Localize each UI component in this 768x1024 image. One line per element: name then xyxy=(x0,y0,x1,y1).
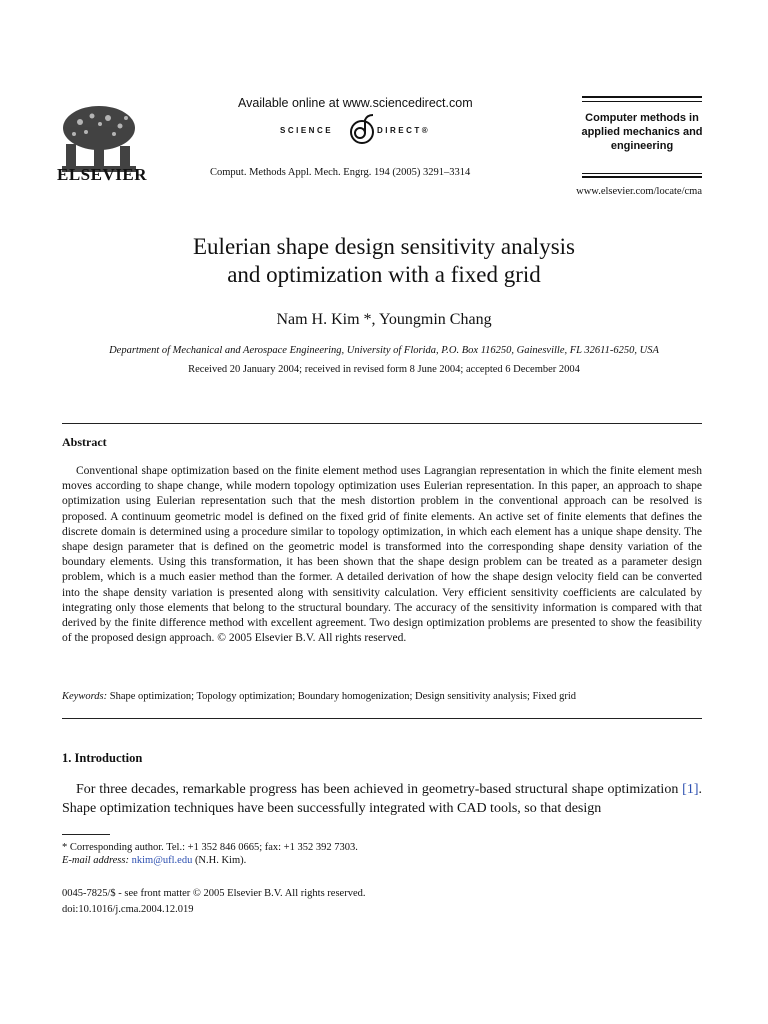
journal-rule xyxy=(582,176,702,178)
sciencedirect-logo-right: DIRECT® xyxy=(377,126,431,135)
intro-text-2: . Shape optimization techniques have been successfully integrated with CAD tools, so that design xyxy=(62,782,702,816)
received-dates: Received 20 January 2004; received in revised form 8 June 2004; accepted 6 December 2004 xyxy=(188,364,580,375)
email-link[interactable]: nkim@ufl.edu xyxy=(131,855,193,866)
title-line-1: Eulerian shape design sensitivity analysis xyxy=(193,234,575,259)
doi-line: doi:10.1016/j.cma.2004.12.019 xyxy=(62,904,194,915)
section-heading-introduction: 1. Introduction xyxy=(62,751,143,765)
journal-rule xyxy=(582,173,702,174)
journal-rule xyxy=(582,101,702,102)
abstract-heading: Abstract xyxy=(62,435,107,449)
footnote-corresponding: * Corresponding author. Tel.: +1 352 846 0665; fax: +1 352 392 7303. xyxy=(62,842,358,853)
title-line-2: and optimization with a fixed grid xyxy=(227,262,541,287)
keywords-list: Shape optimization; Topology optimization; Boundary homogenization; Design sensitivity analysis; Fixed grid xyxy=(109,691,577,702)
intro-text-1: For three decades, remarkable progress has been achieved in geometry-based structural shape optimization xyxy=(76,782,683,797)
article-title xyxy=(60,233,708,289)
keywords-label: Keywords: xyxy=(62,691,108,702)
journal-url[interactable]: www.elsevier.com/locate/cma xyxy=(576,186,702,197)
publisher-name: ELSEVIER xyxy=(57,165,147,184)
sciencedirect-d-icon xyxy=(345,112,379,148)
introduction-paragraph xyxy=(62,780,702,818)
citation-link[interactable]: [1] xyxy=(682,782,699,797)
affiliation: Department of Mechanical and Aerospace Engineering, University of Florida, P.O. Box 116250, Gainesville, FL 32611-6250, USA xyxy=(109,345,659,356)
footnote-rule xyxy=(62,834,110,835)
issn-line: 0045-7825/$ - see front matter © 2005 Elsevier B.V. All rights reserved. xyxy=(62,888,366,899)
journal-name: Computer methods in applied mechanics and engineering xyxy=(581,112,703,152)
abstract-body: Conventional shape optimization based on the finite element method uses Lagrangian representation in which the finite element mesh moves according to shape change, while modern topology optimization uses Eulerian representation. In this paper, an approach to shape optimization using Eulerian representation such that the mesh distortion problem in the conventional approach can be resolved is proposed. A continuum geometric model is defined on the fixed grid of finite elements. An active set of finite elements that defines the discrete domain is determined using a procedure similar to topology optimization, in which each element has a unique shape density. The shape design parameter that is defined on the geometric model is transformed into the corresponding shape density variation of the boundary elements. Using this transformation, it has been shown that the shape design problem can be treated as a parameter design problem, which is a much easier method than the former. A detailed derivation of how the shape design velocity field can be converted into the shape density variation is presented along with sensitivity calculation. Very efficient sensitivity coefficients are calculated by integrating only those elements that belong to the structural boundary. The accuracy of the sensitivity information is compared with that derived by the finite difference method with excellent agreement. Two design optimization problems are presented to show the feasibility of the proposed design approach. © 2005 Elsevier B.V. All rights reserved. xyxy=(62,465,702,645)
email-suffix: (N.H. Kim). xyxy=(192,855,247,866)
abstract-top-rule xyxy=(62,423,702,424)
journal-rule xyxy=(582,96,702,98)
sciencedirect-logo-left: SCIENCE xyxy=(280,126,334,135)
email-label: E-mail address: xyxy=(62,855,129,866)
journal-reference: Comput. Methods Appl. Mech. Engrg. 194 (2005) 3291–3314 xyxy=(210,167,471,178)
footnote-email xyxy=(62,855,702,866)
keywords xyxy=(62,691,702,702)
available-online-text: Available online at www.sciencedirect.com xyxy=(238,96,473,110)
authors: Nam H. Kim *, Youngmin Chang xyxy=(276,311,492,328)
abstract-bottom-rule xyxy=(62,718,702,719)
